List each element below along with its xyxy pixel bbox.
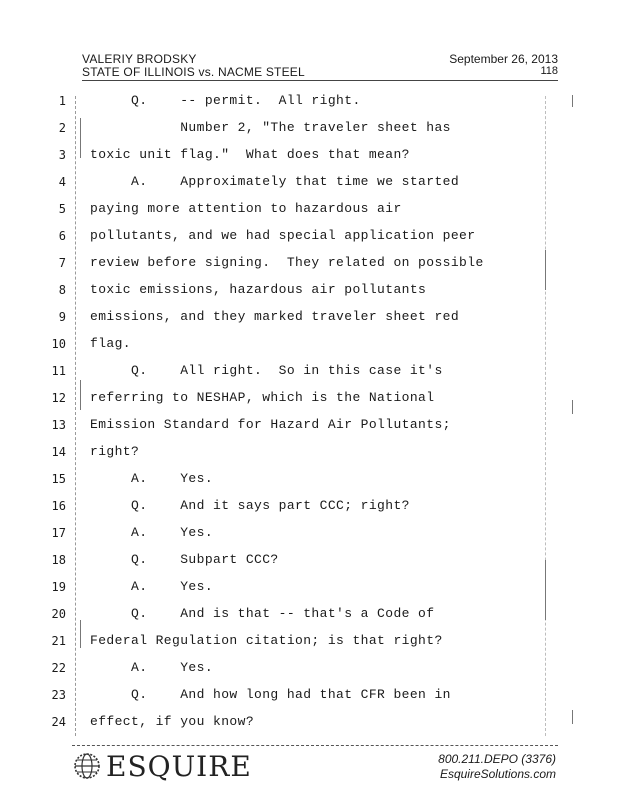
line-number: 1: [58, 94, 66, 108]
line-text: Q. And is that -- that's a Code of: [90, 606, 435, 621]
transcript-line: [0, 88, 619, 114]
transcript-line: [0, 439, 619, 465]
line-text: Q. And how long had that CFR been in: [90, 687, 451, 702]
line-text: paying more attention to hazardous air: [90, 201, 402, 216]
line-number: 3: [58, 148, 66, 162]
transcript-line: [0, 304, 619, 330]
line-number: 22: [51, 661, 66, 675]
line-text: A. Yes.: [90, 660, 214, 675]
line-text: Q. -- permit. All right.: [90, 93, 361, 108]
transcript-line: [0, 250, 619, 276]
line-text: Emission Standard for Hazard Air Pollutants;: [90, 417, 451, 432]
line-number: 10: [51, 337, 66, 351]
website: EsquireSolutions.com: [439, 767, 556, 781]
line-text: pollutants, and we had special application peer: [90, 228, 476, 243]
line-number: 24: [51, 715, 66, 729]
transcript-line: [0, 169, 619, 195]
line-text: A. Approximately that time we started: [90, 174, 460, 189]
transcript-line: [0, 223, 619, 249]
line-number: 5: [58, 202, 66, 216]
logo-wordmark: ESQUIRE: [106, 749, 252, 783]
line-text: A. Yes.: [90, 471, 214, 486]
globe-icon: [72, 751, 102, 781]
line-text: right?: [90, 444, 140, 459]
case-caption: STATE OF ILLINOIS vs. NACME STEEL: [82, 65, 305, 79]
transcript-line: [0, 520, 619, 546]
line-text: emissions, and they marked traveler sheet red: [90, 309, 460, 324]
transcript-line: [0, 358, 619, 384]
transcript-line: [0, 682, 619, 708]
transcript-line: [0, 385, 619, 411]
transcript-line: [0, 331, 619, 357]
header-rule: [82, 80, 558, 81]
line-text: toxic unit flag." What does that mean?: [90, 147, 410, 162]
phone-number: 800.211.DEPO (3376): [438, 752, 556, 766]
transcript-line: [0, 493, 619, 519]
line-text: Number 2, "The traveler sheet has: [90, 120, 451, 135]
line-number: 6: [58, 229, 66, 243]
transcript-line: [0, 196, 619, 222]
line-number: 12: [51, 391, 66, 405]
transcript-line: [0, 547, 619, 573]
line-number: 9: [58, 310, 66, 324]
line-text: review before signing. They related on possible: [90, 255, 484, 270]
line-number: 16: [51, 499, 66, 513]
transcript-line: [0, 574, 619, 600]
line-number: 20: [51, 607, 66, 621]
esquire-logo: [72, 748, 252, 784]
transcript-line: [0, 601, 619, 627]
line-number: 13: [51, 418, 66, 432]
line-text: Q. Subpart CCC?: [90, 552, 279, 567]
page-header: [82, 52, 558, 82]
transcript-line: [0, 277, 619, 303]
transcript-line: [0, 115, 619, 141]
line-text: Federal Regulation citation; is that right?: [90, 633, 443, 648]
line-number: 15: [51, 472, 66, 486]
line-text: A. Yes.: [90, 579, 214, 594]
line-number: 11: [51, 364, 66, 378]
footer-rule: [72, 745, 558, 746]
line-number: 21: [51, 634, 66, 648]
line-text: flag.: [90, 336, 132, 351]
transcript-line: [0, 655, 619, 681]
line-number: 14: [51, 445, 66, 459]
line-number: 18: [51, 553, 66, 567]
deposition-date: September 26, 2013: [449, 52, 558, 66]
transcript-line: [0, 466, 619, 492]
transcript-line: [0, 412, 619, 438]
line-text: toxic emissions, hazardous air pollutants: [90, 282, 427, 297]
line-number: 2: [58, 121, 66, 135]
line-text: referring to NESHAP, which is the National: [90, 390, 435, 405]
line-number: 23: [51, 688, 66, 702]
line-number: 17: [51, 526, 66, 540]
line-number: 19: [51, 580, 66, 594]
line-number: 7: [58, 256, 66, 270]
line-text: Q. All right. So in this case it's: [90, 363, 443, 378]
line-text: Q. And it says part CCC; right?: [90, 498, 410, 513]
page-number: 118: [540, 65, 558, 77]
line-number: 8: [58, 283, 66, 297]
transcript-line: [0, 142, 619, 168]
line-text: A. Yes.: [90, 525, 214, 540]
witness-name: VALERIY BRODSKY: [82, 52, 197, 66]
transcript-line: [0, 709, 619, 735]
line-text: effect, if you know?: [90, 714, 255, 729]
footer-contact: [438, 752, 556, 782]
line-number: 4: [58, 175, 66, 189]
transcript-line: [0, 628, 619, 654]
